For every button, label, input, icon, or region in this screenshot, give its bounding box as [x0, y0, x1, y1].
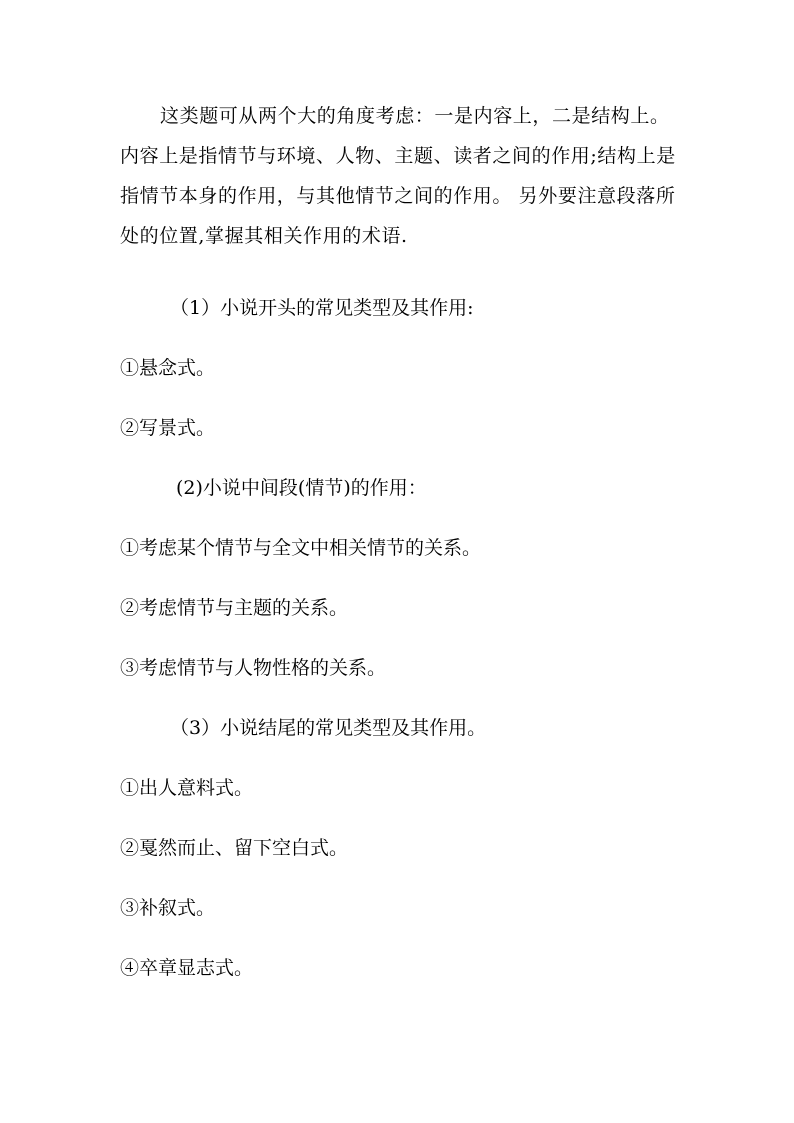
list-item: ②写景式。 [120, 417, 216, 439]
list-item: ④卒章显志式。 [120, 957, 254, 979]
document-body [120, 96, 680, 998]
list-item: ③考虑情节与人物性格的关系。 [120, 657, 387, 679]
list-item: ②戛然而止、留下空白式。 [120, 837, 349, 859]
list-item: ①出人意料式。 [120, 777, 254, 799]
intro-paragraph: 这类题可从两个大的角度考虑：一是内容上，二是结构上。内容上是指情节与环境、人物、主题、读者之间的作用;结构上是指情节本身的作用，与其他情节之间的作用。 另外要注意段落所处的位置,掌握其相关作用的术语. [120, 105, 676, 247]
section-heading-middle: (2)小说中间段(情节)的作用： [176, 477, 427, 499]
list-item: ①考虑某个情节与全文中相关情节的关系。 [120, 537, 482, 559]
list-item: ②考虑情节与主题的关系。 [120, 597, 349, 619]
list-item: ①悬念式。 [120, 357, 216, 379]
list-item: ③补叙式。 [120, 897, 216, 919]
section-heading-opening: （1）小说开头的常见类型及其作用: [170, 297, 474, 319]
section-heading-ending: （3）小说结尾的常见类型及其作用。 [170, 717, 487, 739]
